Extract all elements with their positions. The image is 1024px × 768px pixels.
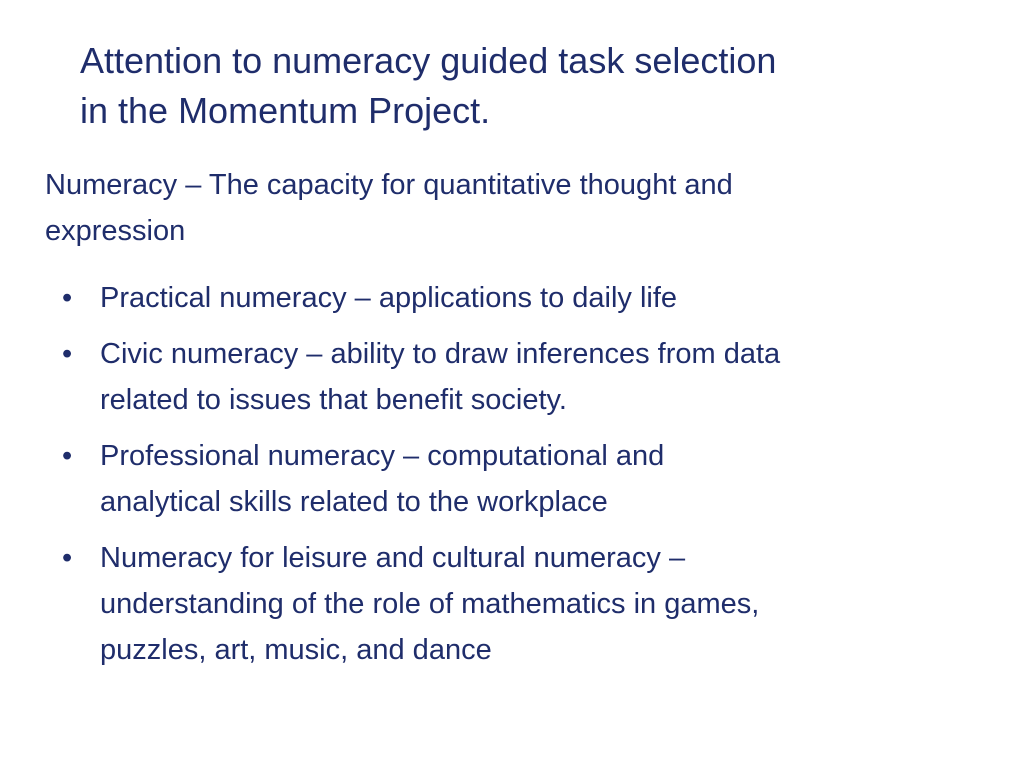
list-item-professional-numeracy [62, 433, 992, 525]
definition-line-2: expression [45, 215, 186, 247]
definition-line-1: Numeracy – The capacity for quantitative thought and [45, 169, 733, 201]
slide-title [80, 36, 960, 136]
list-item-text: puzzles, art, music, and dance [100, 634, 492, 666]
list-item-text: analytical skills related to the workplace [100, 486, 608, 518]
list-item-text: Professional numeracy – computational and [100, 440, 665, 472]
list-item-text: Practical numeracy – applications to daily life [100, 282, 678, 314]
list-item-civic-numeracy [62, 331, 992, 423]
bullet-icon: • [62, 282, 73, 314]
list-item-practical-numeracy [62, 275, 992, 321]
list-item-text: understanding of the role of mathematics in games, [100, 588, 760, 620]
list-item-text: related to issues that benefit society. [100, 384, 567, 416]
numeracy-types-list [62, 275, 992, 683]
list-item-leisure-cultural-numeracy [62, 535, 992, 673]
list-item-text: Civic numeracy – ability to draw inferences from data [100, 338, 781, 370]
list-item-text: Numeracy for leisure and cultural numeracy – [100, 542, 686, 574]
numeracy-definition [45, 162, 985, 254]
bullet-icon: • [62, 440, 73, 472]
bullet-icon: • [62, 338, 73, 370]
slide-title-line-2: in the Momentum Project. [80, 90, 491, 131]
slide-title-line-1: Attention to numeracy guided task selection [80, 40, 777, 81]
bullet-icon: • [62, 542, 73, 574]
